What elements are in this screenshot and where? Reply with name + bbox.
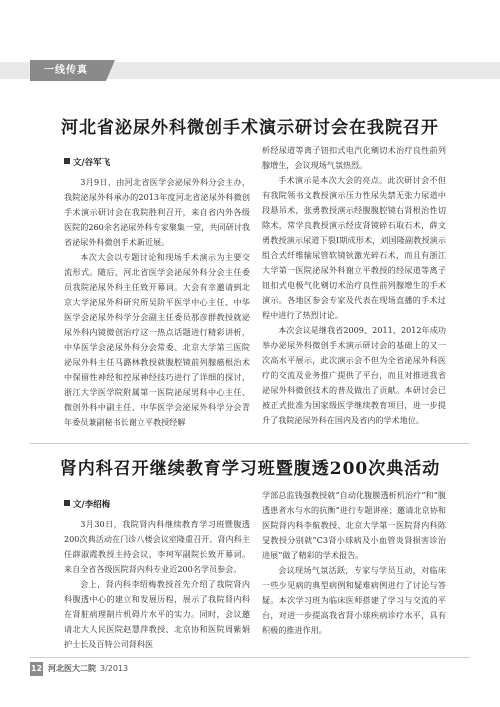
paragraph: 析经尿道等离子钮扣式电汽化剜切术治疗良性前列腺增生，会议现场气氛热烈。 xyxy=(262,145,446,170)
article-column-right xyxy=(262,143,446,428)
paragraph: 学部总监钱强教授就“自动化腹膜透析机治疗”和“腹透患者水与水的抗衡”进行专题讲座；邀请北京协和医院肾内科李航教授、北京大学第一医院肾内科陈旻教授分别就“C3肾小球病及小血管炎肾损害诊治进展”做了精彩的学术报告。 xyxy=(262,490,446,560)
section-label: 一线传真 xyxy=(30,60,106,81)
bullet-square-icon xyxy=(64,158,70,164)
article-column-right xyxy=(262,488,446,638)
publication-name: 河北医大二院 xyxy=(48,664,96,673)
paragraph: 本次大会以专题讨论和现场手术演示为主要交流形式。随后，河北省医学会泌尿外科分会主任委员我院泌尿外科主任致开幕词。大会有幸邀请到北京大学泌尿外科研究所吴阶平医学中心主任、中华医学会泌尿外科学分会副主任委员那彦群教授就泌尿外科内镜微创治疗这一热点话题进行精彩讲析，中华医学会泌尿外科分会常委、北京大学第三医院泌尿外科主任马潞林教授就腹腔镜前列腺癌根治术中保留性神经和控尿神经技巧进行了详细的探讨，浙江大学医学院附属第一医院泌尿男科中心主任、微创外科中副主任、中华医学会泌尿外科学分会青年委员兼副秘书长谢立平教授经解 xyxy=(64,252,250,427)
footer-rule xyxy=(30,657,470,658)
article-title: 河北省泌尿外科微创手术演示研讨会在我院召开 xyxy=(61,118,439,138)
paragraph: 3月9日，由河北省医学会泌尿外科分会主办，我院泌尿外科承办的2013年度河北省泌尿外科微创手术演示研讨会在我院胜利召开，来自省内外各级医院的260余名泌尿外科专家聚集一堂，共同研讨我省泌尿外科微创手术新近展。 xyxy=(64,177,250,247)
article-divider xyxy=(30,443,470,444)
page-number: 12 xyxy=(30,662,43,676)
footer-publication xyxy=(48,663,128,674)
paragraph: 会上，肾内科李绍梅教授首先介绍了我院肾内科腹透中心的建立和发展历程，展示了我院肾内科在肾脏病理制片机碍片水平的实力。同时，会议邀请北大人民医院赵慧萍教授、北京协和医院周紫娟护士长及百特公司肾科医 xyxy=(64,579,250,649)
paragraph: 本次会议是继我省2009、2011、2012年成功举办泌尿外科微创手术演示研讨会的基础上的又一次高水平展示，此次演示会不但为全省泌尿外科医疗的交流及业务推广提供了平台，而且对推进我省泌尿外科微创技术的普及做出了贡献。本研讨会已被正式批准为国家级医学继续教育项目，进一步提升了我院泌尿外科在国内及省内的学术地位。 xyxy=(262,325,446,425)
article-column-left xyxy=(64,498,250,652)
article-author xyxy=(64,156,250,171)
author-name: 文/谷军飞 xyxy=(73,158,111,168)
author-name: 文/李绍梅 xyxy=(73,500,111,510)
issue-number: 3/2013 xyxy=(100,664,129,673)
bullet-square-icon xyxy=(64,500,70,506)
paragraph: 3月30日，我院肾内科继续教育学习班暨腹透200次典活动在门诊八楼会议室隆重召开。肾内科主任薛淑霞教授主持会议，李珂军副院长致开幕词。来自全省各级医院肾内科专业近200名学员参会。 xyxy=(64,519,250,574)
paragraph: 手术演示是本次大会的亮点。此次研讨会不但有我院领书文教授演示压力性尿失禁无张力尿道中段悬吊术，张勇教授演示经腹腹腔镜右肾根治性切除术，常学良教授演示经皮肾镜碎石取石术，薛文勇教授演示尿道下裂I期成形术，刘国隆副教授演示组合式纤维输尿管软镜钬激光碎石术，而且有浙江大学第一医院泌尿外科谢立平教授的经尿道等离子钮扣式电极气化剜切术治疗良性前列腺增生的手术演示。各地区参会专家及代表在现场直播的手术过程中进行了热烈讨论。 xyxy=(262,175,446,320)
article-title: 肾内科召开继续教育学习班暨腹透200次典活动 xyxy=(59,459,441,479)
paragraph: 会议现场气氛活跃，专家与学员互动，对临床一些少见病的典型病例和疑难病例进行了讨论与答疑。本次学习班为临床医师搭建了学习与交流的平台，对进一步提高我省肾小球疾病诊疗水平，具有积极的推进作用。 xyxy=(262,565,446,635)
article-author xyxy=(64,498,250,513)
article-column-left xyxy=(64,156,250,430)
